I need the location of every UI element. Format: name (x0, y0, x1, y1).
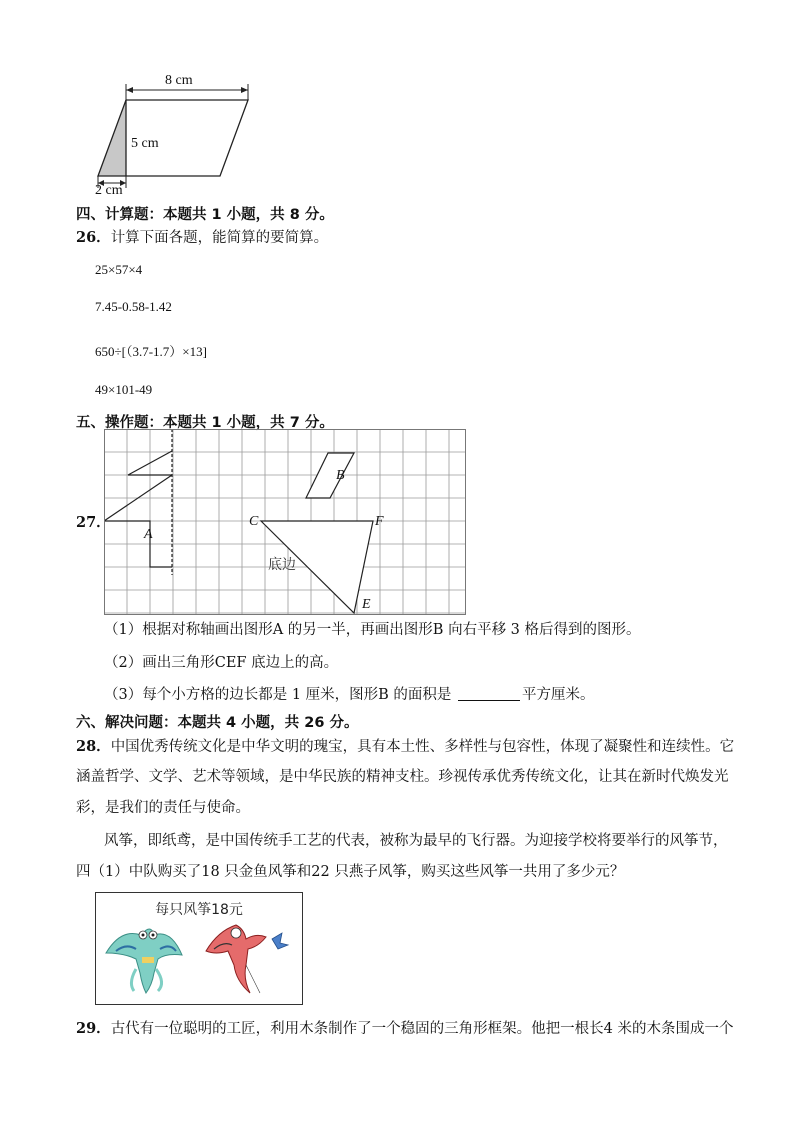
q28-line2: 涵盖哲学、文学、艺术等领域，是中华民族的精神支柱。珍视传承优秀传统文化，让其在新时代焕发光 (76, 769, 729, 785)
answer-blank[interactable] (458, 686, 520, 701)
label-a: A (144, 527, 153, 542)
kite-price-caption: 每只风筝18元 (155, 902, 243, 918)
height-label: 5 cm (131, 136, 159, 151)
question-number: 28． (76, 738, 111, 755)
question-number: 26． (76, 229, 111, 246)
q27-sub3 (104, 680, 595, 711)
label-e: E (362, 597, 371, 612)
parallelogram-figure (80, 70, 270, 202)
swallow-kite-image (206, 925, 288, 993)
bottom-length-label: 2 cm (95, 183, 123, 198)
section-5-heading: 五、操作题：本题共 1 小题，共 7 分。 (76, 415, 334, 431)
q27-sub3-text: （3）每个小方格的边长都是 1 厘米，图形B 的面积是 (104, 687, 457, 703)
question-text: 计算下面各题，能简算的要简算。 (110, 230, 329, 246)
label-base: 底边 (268, 557, 296, 573)
expression-1: 25×57×4 (95, 262, 143, 277)
figure-b (306, 453, 354, 498)
q28-line3: 彩，是我们的责任与使命。 (76, 800, 250, 816)
expression-3: 650÷[（3.7-1.7）×13] (95, 344, 207, 359)
goldfish-kite-image (106, 929, 182, 993)
question-27-number: 27． (76, 514, 111, 531)
question-number: 29． (76, 1020, 111, 1037)
q27-sub1: （1）根据对称轴画出图形A 的另一半，再画出图形B 向右平移 3 格后得到的图形。 (104, 622, 641, 638)
section-6-heading: 六、解决问题：本题共 4 小题，共 26 分。 (76, 715, 359, 731)
q28-line1 (76, 731, 734, 763)
q28-text-1: 中国优秀传统文化是中华文明的瑰宝，具有本土性、多样性与包容性，体现了凝聚性和连续性。它 (110, 739, 735, 755)
label-f: F (375, 514, 384, 529)
expression-4: 49×101-49 (95, 382, 153, 397)
label-c: C (249, 514, 259, 529)
question-29 (76, 1013, 734, 1045)
top-length-label: 8 cm (165, 73, 193, 88)
q27-sub3-unit: 平方厘米。 (522, 687, 595, 703)
q28-line5: 四（1）中队购买了18 只金鱼风筝和22 只燕子风筝，购买这些风筝一共用了多少元？ (76, 864, 625, 880)
q29-text: 古代有一位聪明的工匠，利用木条制作了一个稳固的三角形框架。他把一根长4 米的木条围成一个 (110, 1021, 734, 1037)
section-4-heading: 四、计算题：本题共 1 小题，共 8 分。 (76, 207, 334, 223)
label-b: B (336, 468, 345, 483)
expression-2: 7.45-0.58-1.42 (95, 299, 172, 314)
question-26 (76, 222, 328, 254)
q28-line4: 风筝，即纸鸢，是中国传统手工艺的代表，被称为最早的飞行器。为迎接学校将要举行的风筝节， (104, 833, 728, 849)
grid-figure (104, 429, 466, 615)
q27-sub2: （2）画出三角形CEF 底边上的高。 (104, 655, 339, 671)
kite-picture (95, 892, 303, 1005)
